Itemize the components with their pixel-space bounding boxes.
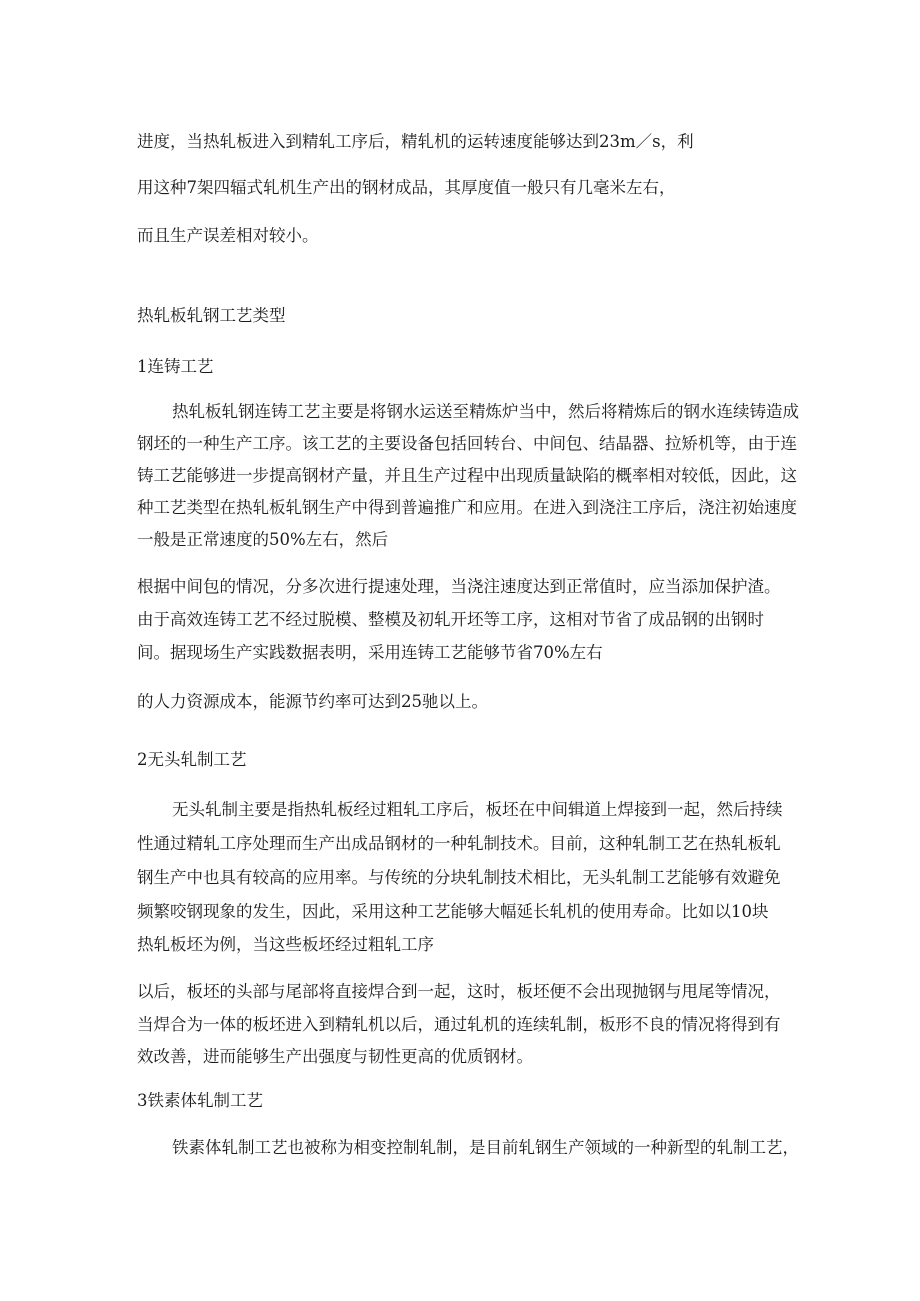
paragraph-line: 的人力资源成本，能源节约率可达到25驰以上。 (137, 692, 488, 711)
paragraph-line: 无头轧制主要是指热轧板经过粗轧工序后，板坯在中间辑道上焊接到一起，然后持续 (172, 800, 783, 819)
paragraph-line: 以后，板坯的头部与尾部将直接焊合到一起，这时，板坯便不会出现抛钢与甩尾等情况， (137, 982, 781, 1001)
paragraph-line: 钢坯的一种生产工序。该工艺的主要设备包括回转台、中间包、结晶器、拉矫机等，由于连 (137, 434, 797, 453)
paragraph-line: 当焊合为一体的板坯进入到精轧机以后，通过轧机的连续轧制，板形不良的情况将得到有 (137, 1015, 781, 1034)
subsection-heading: 3铁素体轧制工艺 (137, 1091, 263, 1110)
paragraph-line: 热轧板轧钢连铸工艺主要是将钢水运送至精炼炉当中，然后将精炼后的钢水连续铸造成 (172, 402, 799, 421)
paragraph-line: 频繁咬钢现象的发生，因此，采用这种工艺能够大幅延长轧机的使用寿命。比如以10块 (137, 902, 769, 921)
paragraph-line: 间。据现场生产实践数据表明，采用连铸工艺能够节省70%左右 (137, 643, 603, 662)
section-title: 热轧板轧钢工艺类型 (137, 306, 286, 325)
paragraph-line: 进度，当热轧板进入到精轧工序后，精轧机的运转速度能够达到23m／s，利 (137, 132, 694, 151)
paragraph-line: 钢生产中也具有较高的应用率。与传统的分块轧制技术相比，无头轧制工艺能够有效避免 (137, 868, 781, 887)
paragraph-line: 铸工艺能够进一步提高钢材产量，并且生产过程中出现质量缺陷的概率相对较低，因此，这 (137, 466, 797, 485)
paragraph-line: 由于高效连铸工艺不经过脱模、整模及初轧开坯等工序，这相对节省了成品钢的出钢时 (137, 610, 764, 629)
paragraph-line: 铁素体轧制工艺也被称为相变控制轧制，是目前轧钢生产领域的一种新型的轧制工艺， (172, 1138, 799, 1157)
paragraph-line: 种工艺类型在热轧板轧钢生产中得到普遍推广和应用。在进入到浇注工序后，浇注初始速度 (137, 498, 797, 517)
paragraph-line: 根据中间包的情况，分多次进行提速处理，当浇注速度达到正常值时，应当添加保护渣。 (137, 577, 781, 596)
paragraph-line: 而且生产误差相对较小。 (137, 226, 319, 245)
paragraph-line: 用这种7架四辐式轧机生产出的钢材成品，其厚度值一般只有几毫米左右， (137, 178, 676, 197)
subsection-heading: 2无头轧制工艺 (137, 750, 247, 769)
paragraph-line: 效改善，进而能够生产出强度与韧性更高的优质钢材。 (137, 1047, 533, 1066)
subsection-heading: 1连铸工艺 (137, 357, 214, 376)
paragraph-line: 一般是正常速度的50%左右，然后 (137, 530, 389, 549)
paragraph-line: 性通过精轧工序处理而生产出成品钢材的一种轧制技术。目前，这种轧制工艺在热轧板轧 (137, 834, 781, 853)
paragraph-line: 热轧板坯为例，当这些板坯经过粗轧工序 (137, 935, 434, 954)
